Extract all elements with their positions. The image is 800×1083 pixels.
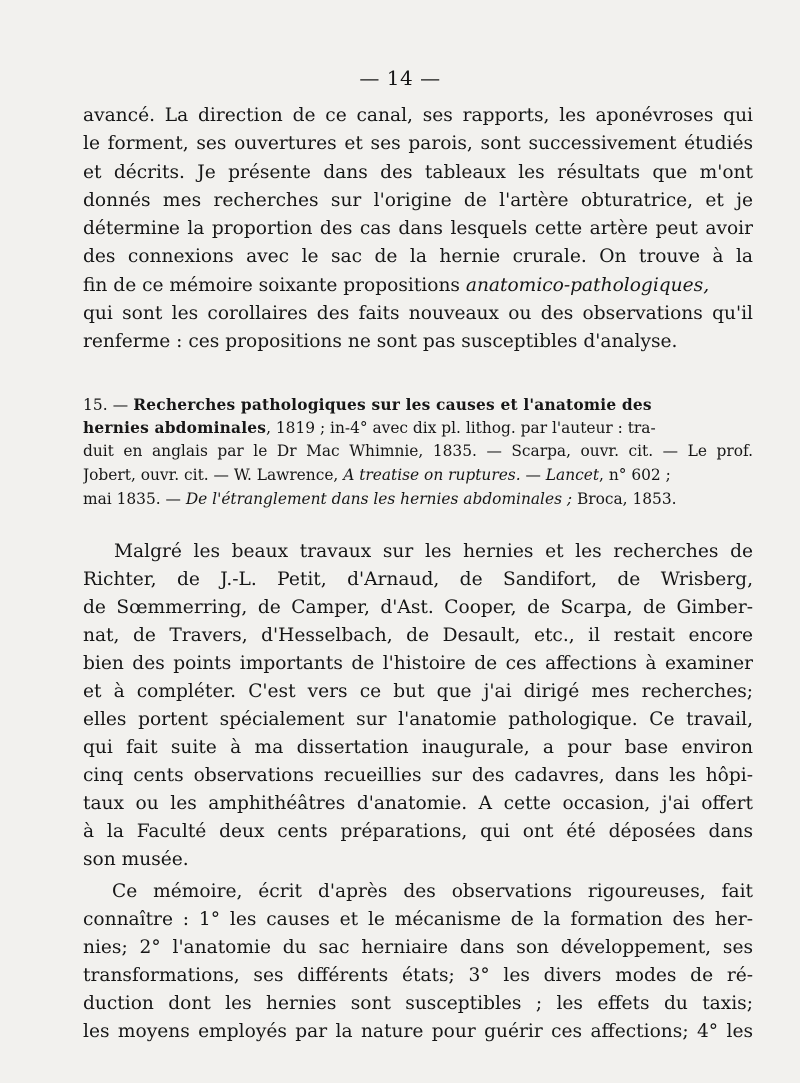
text-line: à la Faculté deux cents préparations, qui ont été déposées dans — [83, 821, 753, 842]
entry-fragment: Jobert, ouvr. cit. — W. Lawrence, — [83, 466, 344, 484]
entry-line — [83, 464, 753, 487]
text-line: duction dont les hernies sont susceptibles ; les effets du taxis; — [83, 993, 753, 1014]
text-line: Richter, de J.-L. Petit, d'Arnaud, de Sandifort, de Wrisberg, — [83, 569, 753, 590]
text-line: et décrits. Je présente dans des tableaux les résultats que m'ont — [83, 162, 753, 183]
text-line: qui sont les corollaires des faits nouveaux ou des observations qu'il — [83, 303, 753, 324]
entry-italic-title: De l'étranglement dans les hernies abdominales ; — [185, 490, 573, 508]
entry-line — [83, 394, 753, 417]
text-line: Malgré les beaux travaux sur les hernies et les recherches de — [114, 541, 753, 562]
text-line: donnés mes recherches sur l'origine de l'artère obturatrice, et je — [83, 190, 753, 211]
entry-title: Recherches pathologiques sur les causes et l'anatomie des — [133, 396, 652, 414]
text-line: son musée. — [83, 849, 189, 870]
entry-fragment: Broca, 1853. — [572, 490, 677, 508]
text-line: de Sœmmerring, de Camper, d'Ast. Cooper, de Scarpa, de Gimber- — [83, 597, 753, 618]
text-line — [83, 273, 753, 299]
text-line: transformations, ses différents états; 3° les divers modes de ré- — [83, 965, 753, 986]
entry-fragment: , n° 602 ; — [599, 466, 671, 484]
text-line: bien des points importants de l'histoire de ces affections à examiner — [83, 653, 753, 674]
text-fragment: fin de ce mémoire soixante propositions — [83, 275, 466, 296]
text-line: détermine la proportion des cas dans lesquels cette artère peut avoir — [83, 218, 753, 239]
entry-title-continued: hernies abdominales — [83, 419, 267, 437]
entry-italic-journal: Lancet — [545, 466, 600, 484]
entry-details: , 1819 ; in-4° avec dix pl. lithog. par l'auteur : tra- — [266, 419, 656, 437]
entry-italic-title: A treatise on ruptures. — [343, 466, 521, 484]
text-line: et à compléter. C'est vers ce but que j'ai dirigé mes recherches; — [83, 681, 753, 702]
page-number: — 14 — — [359, 66, 441, 90]
entry-line — [83, 488, 753, 511]
entry-line — [83, 417, 753, 440]
entry-fragment: — — [520, 466, 546, 484]
text-line: connaître : 1° les causes et le mécanisme de la formation des her- — [83, 909, 753, 930]
text-line: le forment, ses ouvertures et ses parois, sont successivement étudiés — [83, 133, 753, 154]
entry-number: 15. — — [83, 396, 129, 414]
text-line: nies; 2° l'anatomie du sac herniaire dans son développement, ses — [83, 937, 753, 958]
text-line: renferme : ces propositions ne sont pas susceptibles d'analyse. — [83, 331, 678, 352]
entry-line: duit en anglais par le Dr Mac Whimnie, 1835. — Scarpa, ouvr. cit. — Le prof. — [83, 442, 753, 460]
text-line: des connexions avec le sac de la hernie crurale. On trouve à la — [83, 246, 753, 267]
text-line: cinq cents observations recueillies sur des cadavres, dans les hôpi- — [83, 765, 753, 786]
text-line: nat, de Travers, d'Hesselbach, de Desault, etc., il restait encore — [83, 625, 753, 646]
text-line: elles portent spécialement sur l'anatomie pathologique. Ce travail, — [83, 709, 753, 730]
text-line: qui fait suite à ma dissertation inaugurale, a pour base environ — [83, 737, 753, 758]
text-line: taux ou les amphithéâtres d'anatomie. A cette occasion, j'ai offert — [83, 793, 753, 814]
text-line: avancé. La direction de ce canal, ses rapports, les aponévroses qui — [83, 105, 753, 126]
text-line: Ce mémoire, écrit d'après des observations rigoureuses, fait — [112, 881, 753, 902]
italic-term: anatomico-pathologiques, — [465, 275, 710, 296]
entry-fragment: mai 1835. — — [83, 490, 186, 508]
text-line: les moyens employés par la nature pour guérir ces affections; 4° les — [83, 1021, 753, 1042]
